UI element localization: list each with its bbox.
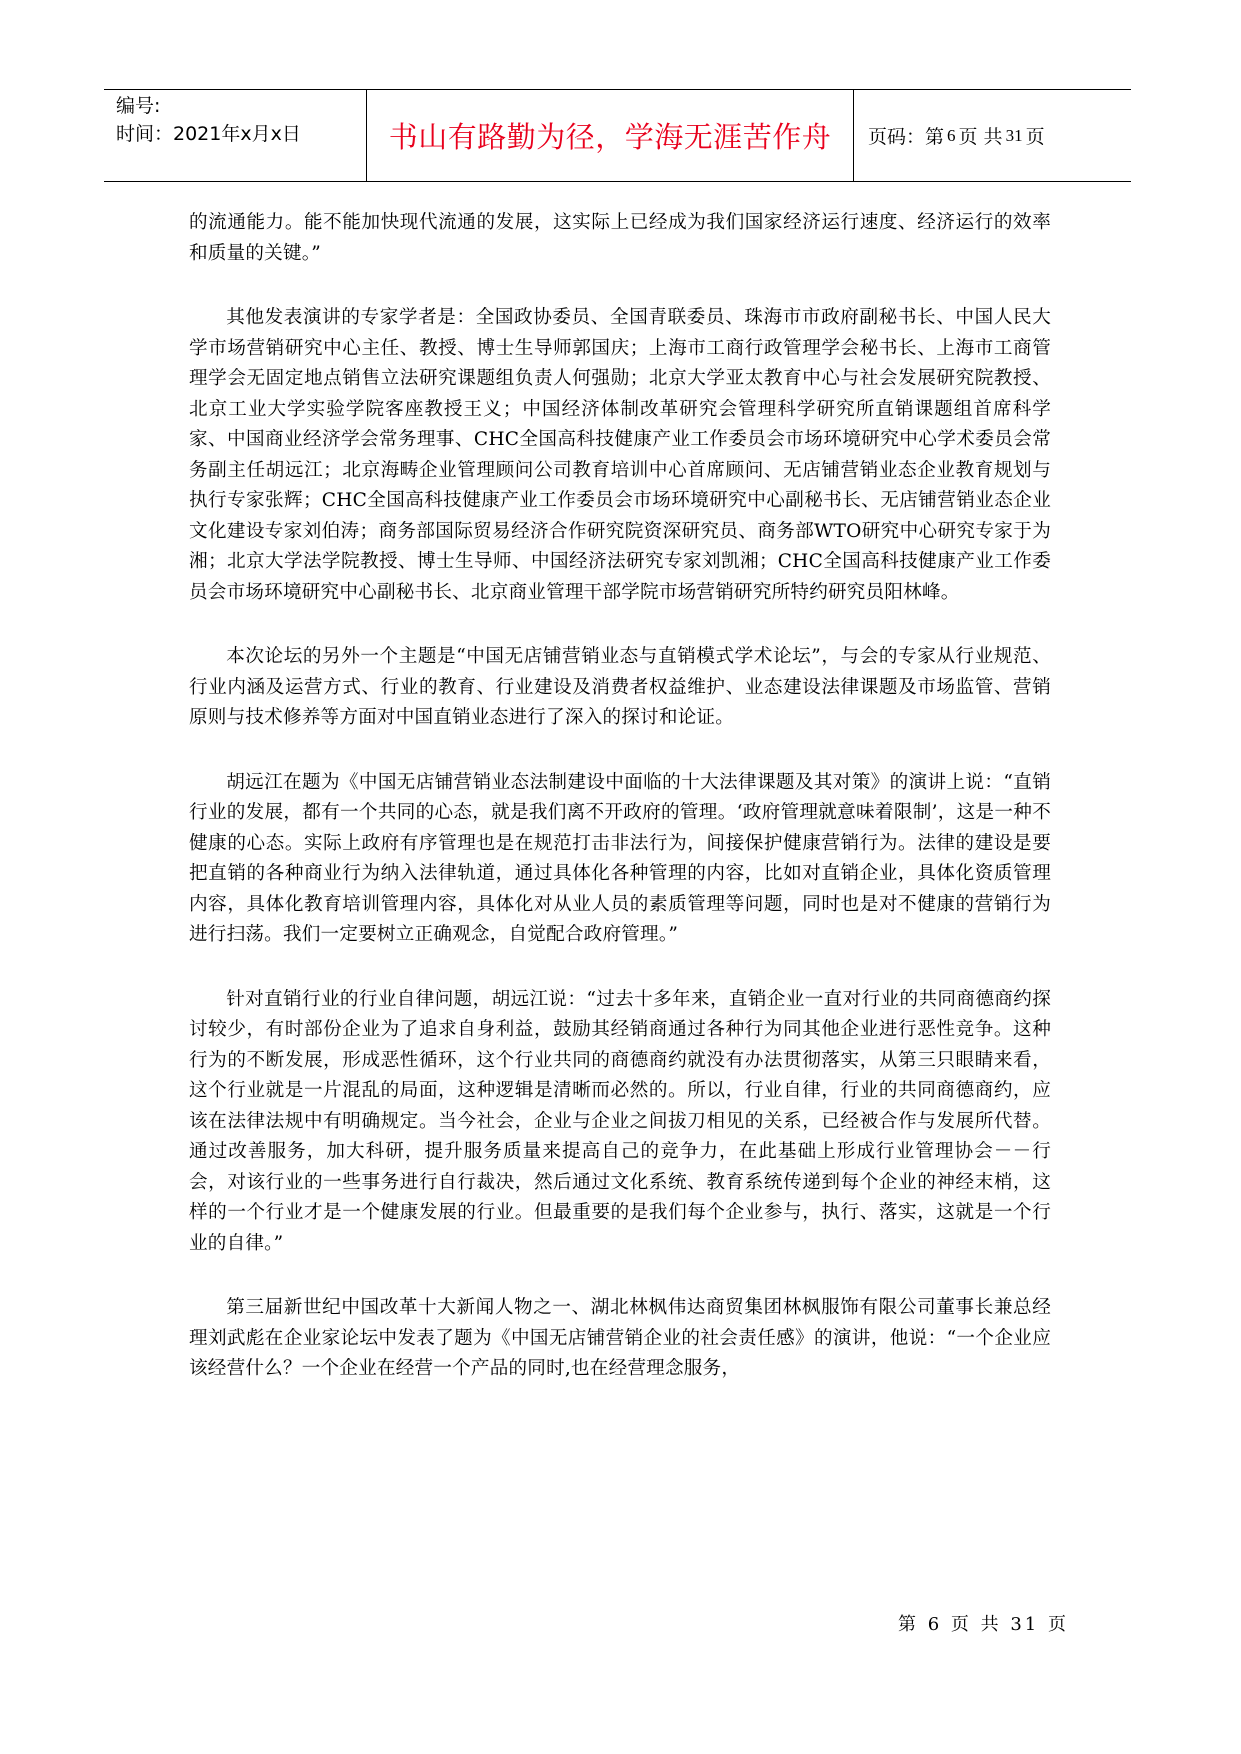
page-header	[104, 89, 1131, 182]
paragraph-self-discipline: 针对直销行业的行业自律问题，胡远江说：“过去十多年来，直销企业一直对行业的共同商德商约探讨较少，有时部份企业为了追求自身利益，鼓励其经销商通过各种行为同其他企业进行恶性竞争。这种行为的不断发展，形成恶性循环，这个行业共同的商德商约就没有办法贯彻落实，从第三只眼睛来看，这个行业就是一片混乱的局面，这种逻辑是清晰而必然的。所以，行业自律，行业的共同商德商约，应该在法律法规中有明确规定。当今社会，企业与企业之间拔刀相见的关系，已经被合作与发展所代替。通过改善服务，加大科研，提升服务质量来提高自己的竞争力，在此基础上形成行业管理协会－－行会，对该行业的一些事务进行自行裁决，然后通过文化系统、教育系统传递到每个企业的神经末梢，这样的一个行业才是一个健康发展的行业。但最重要的是我们每个企业参与，执行、落实，这就是一个行业的自律。”	[189, 988, 1051, 1254]
document-body	[189, 208, 1051, 1419]
paragraph-continuation: 的流通能力。能不能加快现代流通的发展，这实际上已经成为我们国家经济运行速度、经济运行的效率和质量的关键。”	[189, 212, 1051, 264]
header-page-indicator	[854, 90, 1131, 181]
page-middle: 页 共	[958, 126, 1003, 148]
page-prefix: 页码：第	[868, 126, 945, 148]
header-motto: 书山有路勤为径，学海无涯苦作舟	[367, 90, 854, 181]
page-total: 31	[1005, 125, 1023, 145]
header-info-cell	[104, 90, 367, 181]
paragraph-liu-speech: 第三届新世纪中国改革十大新闻人物之一、湖北林枫伟达商贸集团林枫服饰有限公司董事长兼总经理刘武彪在企业家论坛中发表了题为《中国无店铺营销企业的社会责任感》的演讲，他说：“一个企业应该经营什么？一个企业在经营一个产品的同时,也在经营理念服务，	[189, 1297, 1051, 1379]
page-suffix: 页	[1025, 126, 1045, 148]
document-time-label: 时间：2021年x月x日	[116, 123, 301, 145]
paragraph-hu-speech: 胡远江在题为《中国无店铺营销业态法制建设中面临的十大法律课题及其对策》的演讲上说：“直销行业的发展，都有一个共同的心态，就是我们离不开政府的管理。‘政府管理就意味着限制’，这是一种不健康的心态。实际上政府有序管理也是在规范打击非法行为，间接保护健康营销行为。法律的建设是要把直销的各种商业行为纳入法律轨道，通过具体化各种管理的内容，比如对直销企业，具体化资质管理内容，具体化教育培训管理内容，具体化对从业人员的素质管理等问题，同时也是对不健康的营销行为进行扫荡。我们一定要树立正确观念，自觉配合政府管理。”	[189, 771, 1051, 945]
page-footer: 第 6 页 共 31 页	[898, 1614, 1069, 1635]
page-current: 6	[947, 125, 956, 145]
paragraph-speakers: 其他发表演讲的专家学者是：全国政协委员、全国青联委员、珠海市市政府副秘书长、中国人民大学市场营销研究中心主任、教授、博士生导师郭国庆；上海市工商行政管理学会秘书长、上海市工商管理学会无固定地点销售立法研究课题组负责人何强勋；北京大学亚太教育中心与社会发展研究院教授、北京工业大学实验学院客座教授王义；中国经济体制改革研究会管理科学研究所直销课题组首席科学家、中国商业经济学会常务理事、CHC全国高科技健康产业工作委员会市场环境研究中心学术委员会常务副主任胡远江；北京海畴企业管理顾问公司教育培训中心首席顾问、无店铺营销业态企业教育规划与执行专家张辉；CHC全国高科技健康产业工作委员会市场环境研究中心副秘书长、无店铺营销业态企业文化建设专家刘伯涛；商务部国际贸易经济合作研究院资深研究员、商务部WTO研究中心研究专家于为湘；北京大学法学院教授、博士生导师、中国经济法研究专家刘凯湘；CHC全国高科技健康产业工作委员会市场环境研究中心副秘书长、北京商业管理干部学院市场营销研究所特约研究员阳林峰。	[189, 307, 1051, 603]
paragraph-forum-theme: 本次论坛的另外一个主题是“中国无店铺营销业态与直销模式学术论坛”，与会的专家从行业规范、行业内涵及运营方式、行业的教育、行业建设及消费者权益维护、业态建设法律课题及市场监管、营销原则与技术修养等方面对中国直销业态进行了深入的探讨和论证。	[189, 646, 1051, 728]
document-number-label: 编号:	[116, 95, 161, 117]
